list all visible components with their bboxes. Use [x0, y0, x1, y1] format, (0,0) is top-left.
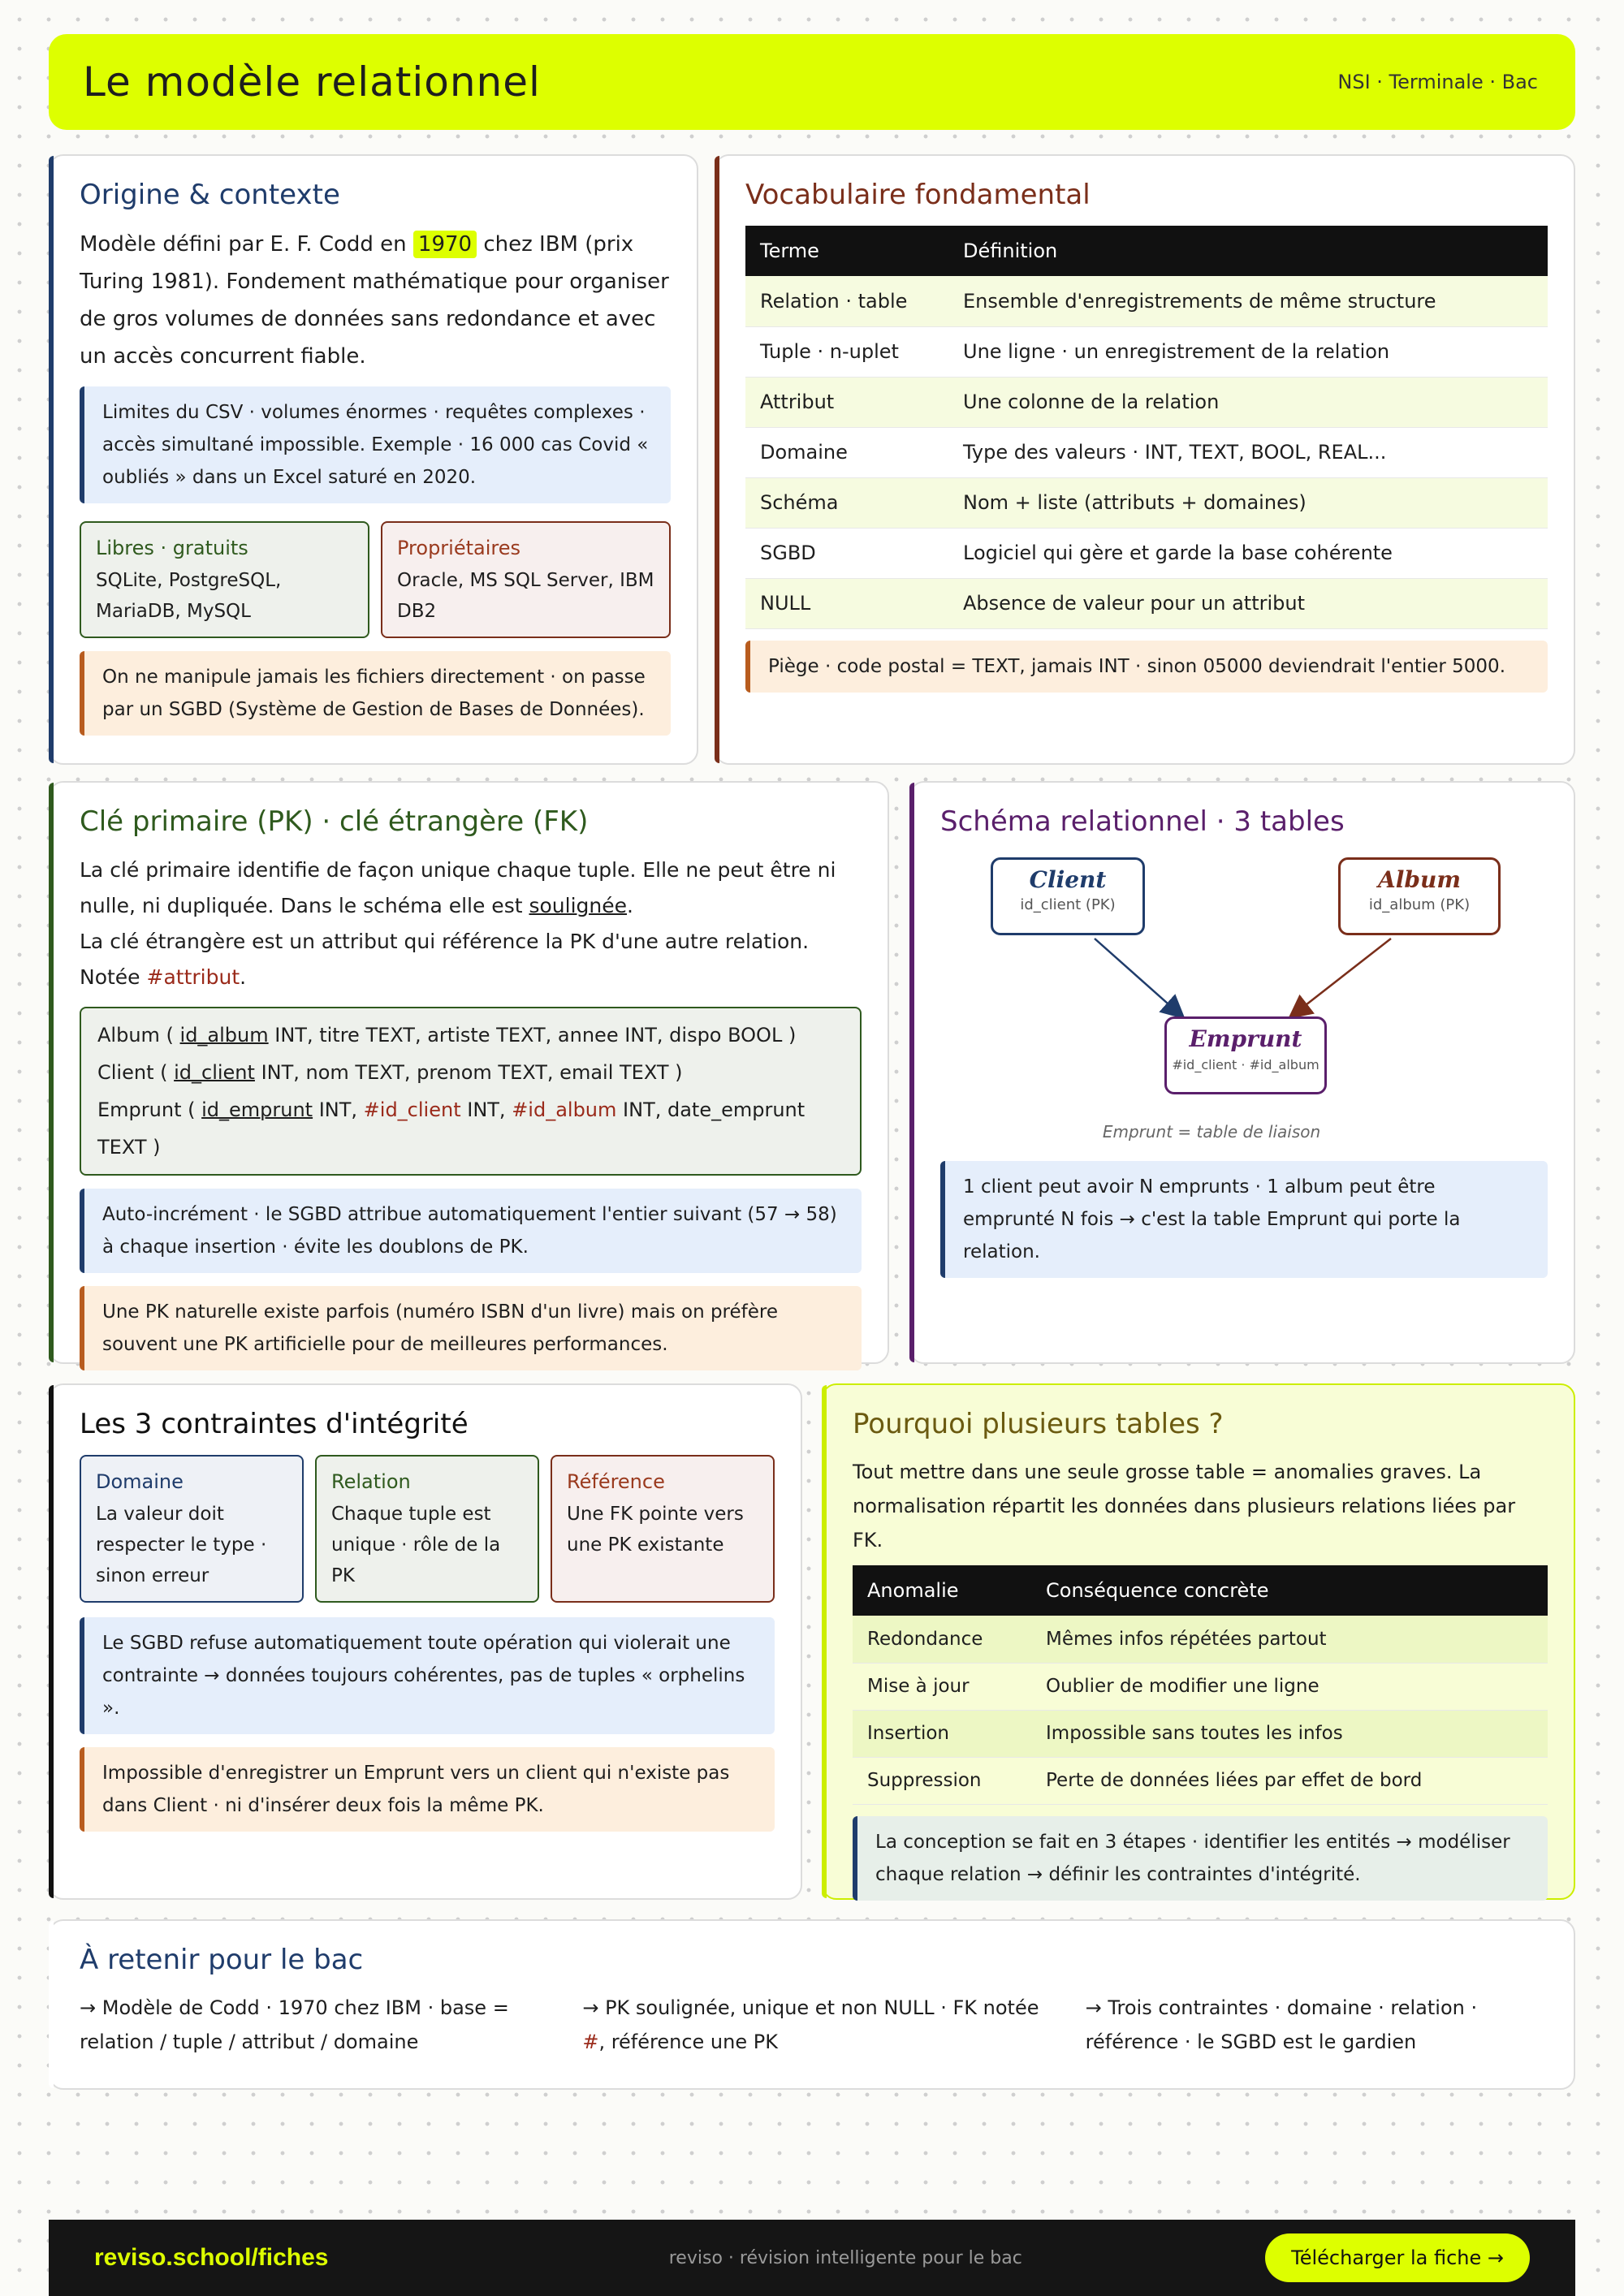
entity-album-name: Album	[1378, 866, 1461, 893]
entity-emprunt-attr: #id_client · #id_album	[1172, 1057, 1320, 1072]
sgbd-note: On ne manipule jamais les fichiers directement · on passe par un SGBD (Système de Gestion de Bases de Données).	[80, 651, 671, 736]
constraint-title: Relation	[331, 1470, 411, 1493]
anomalie-consequence: Perte de données liées par effet de bord	[1031, 1757, 1548, 1804]
origine-title: Origine & contexte	[80, 179, 340, 211]
card-schema	[909, 781, 1575, 1364]
card-retenir	[49, 1919, 1575, 2090]
constraint-box	[80, 1455, 304, 1603]
anomalie-name: Insertion	[853, 1710, 1031, 1757]
vocab-row	[745, 276, 1548, 326]
proprietaires-box	[381, 521, 671, 638]
schema-line: Client ( id_client INT, nom TEXT, prenom TEXT, email TEXT )	[97, 1061, 683, 1084]
cardinalite-note: 1 client peut avoir N emprunts · 1 album peut être emprunté N fois → c'est la table Emprunt qui porte la relation.	[940, 1161, 1548, 1278]
conception-note: La conception se fait en 3 étapes · identifier les entités → modéliser chaque relation → définir les contraintes d'intégrité.	[853, 1816, 1548, 1901]
vocab-head-term: Terme	[745, 226, 948, 276]
vocab-row	[745, 377, 1548, 427]
vocab-row	[745, 427, 1548, 477]
sgbd-types	[80, 521, 671, 638]
anomalie-row	[853, 1663, 1548, 1710]
cles-title: Clé primaire (PK) · clé étrangère (FK)	[80, 805, 589, 838]
csv-limits-note: Limites du CSV · volumes énormes · requêtes complexes · accès simultané impossible. Exemple · 16 000 cas Covid « oubliés » dans un Excel saturé en 2020.	[80, 386, 671, 503]
vocab-term: Relation · table	[745, 276, 948, 326]
vocab-def: Ensemble d'enregistrements de même structure	[948, 276, 1548, 326]
retenir-col-2: → PK soulignée, unique et non NULL · FK notée #, référence une PK	[582, 1996, 1039, 2053]
pourquoi-title: Pourquoi plusieurs tables ?	[853, 1408, 1224, 1440]
year-highlight: 1970	[413, 231, 477, 258]
anomalie-name: Suppression	[853, 1757, 1031, 1804]
anomalies-table	[853, 1565, 1548, 1805]
entity-emprunt-name: Emprunt	[1189, 1025, 1302, 1052]
card-contraintes	[49, 1383, 802, 1900]
retenir-col-1: → Modèle de Codd · 1970 chez IBM · base = relation / tuple / attribut / domaine	[80, 1996, 509, 2053]
vocab-def: Type des valeurs · INT, TEXT, BOOL, REAL...	[948, 427, 1548, 477]
anomalie-consequence: Oublier de modifier une ligne	[1031, 1663, 1548, 1710]
schema-line-emprunt: Emprunt ( id_emprunt INT, #id_client INT, #id_album INT, date_emprunt TEXT )	[97, 1098, 806, 1159]
vocab-table	[745, 226, 1548, 629]
page-header	[49, 34, 1575, 130]
consequence-head: Conséquence concrète	[1031, 1565, 1548, 1616]
proprietaires-text: Oracle, MS SQL Server, IBM DB2	[397, 570, 654, 622]
footer-brand-link[interactable]: reviso.school/fiches	[94, 2244, 329, 2271]
anomalie-row	[853, 1757, 1548, 1804]
anomalie-row	[853, 1616, 1548, 1663]
pk-definition: La clé primaire identifie de façon unique chaque tuple. Elle ne peut être ni nulle, ni dupliquée. Dans le schéma elle est soulignée.	[80, 858, 836, 917]
footer-tagline: reviso · révision intelligente pour le bac	[668, 2247, 1022, 2268]
retenir-title: À retenir pour le bac	[80, 1944, 364, 1976]
constraint-box	[315, 1455, 539, 1603]
card-pourquoi	[822, 1383, 1575, 1900]
vocab-term: Domaine	[745, 427, 948, 477]
libres-title: Libres · gratuits	[96, 537, 248, 559]
vocab-row	[745, 528, 1548, 578]
constraint-title: Référence	[567, 1470, 665, 1493]
schema-pk: id_album	[179, 1024, 269, 1047]
vocab-term: SGBD	[745, 528, 948, 578]
anomalie-name: Mise à jour	[853, 1663, 1031, 1710]
schema-pk: id_client	[174, 1061, 255, 1084]
vocab-term: Tuple · n-uplet	[745, 326, 948, 377]
anomalie-name: Redondance	[853, 1616, 1031, 1663]
vocab-def: Absence de valeur pour un attribut	[948, 578, 1548, 628]
vocab-row	[745, 578, 1548, 628]
card-cles	[49, 781, 889, 1364]
download-button[interactable]: Télécharger la fiche →	[1265, 2233, 1530, 2282]
vocab-term: NULL	[745, 578, 948, 628]
schema-line: Album ( id_album INT, titre TEXT, artiste TEXT, annee INT, dispo BOOL )	[97, 1024, 797, 1047]
footer	[49, 2220, 1575, 2296]
vocab-row	[745, 477, 1548, 528]
anomalie-row	[853, 1710, 1548, 1757]
constraint-box	[551, 1455, 775, 1603]
anomalie-head: Anomalie	[853, 1565, 1031, 1616]
constraint-text: Chaque tuple est unique · rôle de la PK	[331, 1504, 501, 1586]
sgbd-refuse-note: Le SGBD refuse automatiquement toute opération qui violerait une contrainte → données toujours cohérentes, pas de tuples « orphelins ».	[80, 1617, 775, 1734]
constraint-boxes	[80, 1455, 775, 1603]
constraint-text: La valeur doit respecter le type · sinon erreur	[96, 1504, 267, 1586]
entity-album-attr: id_album (PK)	[1368, 896, 1471, 913]
fk-definition: La clé étrangère est un attribut qui référence la PK d'une autre relation. Notée #attribut.	[80, 930, 810, 989]
schema-caption: Emprunt = table de liaison	[1102, 1122, 1321, 1142]
origine-text: Modèle défini par E. F. Codd en 1970 chez IBM (prix Turing 1981). Fondement mathématique pour organiser de gros volumes de données sans redondance et avec un accès concurrent fiable.	[80, 232, 669, 369]
entity-emprunt	[1164, 1016, 1327, 1094]
arrow-album-emprunt	[1291, 939, 1391, 1016]
vocab-def: Logiciel qui gère et garde la base cohérente	[948, 528, 1548, 578]
souligne-word: soulignée	[529, 894, 628, 917]
pk-naturelle-note: Une PK naturelle existe parfois (numéro ISBN d'un livre) mais on préfère souvent une PK artificielle pour de meilleures performances.	[80, 1286, 862, 1370]
arrow-client-emprunt	[1095, 939, 1182, 1016]
pourquoi-text: Tout mettre dans une seule grosse table = anomalies graves. La normalisation répartit les données dans plusieurs relations liées par FK.	[853, 1461, 1516, 1552]
vocab-row	[745, 326, 1548, 377]
vocab-def: Nom + liste (attributs + domaines)	[948, 477, 1548, 528]
vocab-head-def: Définition	[948, 226, 1548, 276]
contraintes-title: Les 3 contraintes d'intégrité	[80, 1408, 469, 1440]
constraint-text: Une FK pointe vers une PK existante	[567, 1504, 744, 1556]
schema-title: Schéma relationnel · 3 tables	[940, 805, 1345, 838]
card-vocabulaire	[715, 154, 1575, 765]
page-title: Le modèle relationnel	[83, 58, 541, 106]
schema-box	[80, 1007, 862, 1176]
piege-note: Piège · code postal = TEXT, jamais INT · sinon 05000 deviendrait l'entier 5000.	[745, 641, 1548, 693]
schema-diagram	[940, 857, 1541, 1117]
card-origine	[49, 154, 698, 765]
fk-notation: #attribut	[146, 965, 240, 989]
anomalie-consequence: Mêmes infos répétées partout	[1031, 1616, 1548, 1663]
retenir-columns	[80, 1991, 1548, 2059]
vocab-def: Une colonne de la relation	[948, 377, 1548, 427]
page-meta: NSI · Terminale · Bac	[1337, 71, 1538, 93]
proprietaires-title: Propriétaires	[397, 537, 521, 559]
libres-box	[80, 521, 369, 638]
entity-client-attr: id_client (PK)	[1020, 896, 1116, 913]
vocab-term: Schéma	[745, 477, 948, 528]
vocab-title: Vocabulaire fondamental	[745, 179, 1091, 211]
entity-client	[991, 857, 1145, 935]
emprunt-exemple-note: Impossible d'enregistrer un Emprunt vers un client qui n'existe pas dans Client · ni d'insérer deux fois la même PK.	[80, 1747, 775, 1832]
entity-album	[1338, 857, 1501, 935]
vocab-def: Une ligne · un enregistrement de la relation	[948, 326, 1548, 377]
vocab-term: Attribut	[745, 377, 948, 427]
retenir-col-3: → Trois contraintes · domaine · relation · référence · le SGBD est le gardien	[1085, 1996, 1478, 2053]
constraint-title: Domaine	[96, 1470, 184, 1493]
entity-client-name: Client	[1029, 866, 1107, 893]
auto-increment-note: Auto-incrément · le SGBD attribue automatiquement l'entier suivant (57 → 58) à chaque insertion · évite les doublons de PK.	[80, 1189, 862, 1273]
anomalie-consequence: Impossible sans toutes les infos	[1031, 1710, 1548, 1757]
libres-text: SQLite, PostgreSQL, MariaDB, MySQL	[96, 570, 282, 622]
